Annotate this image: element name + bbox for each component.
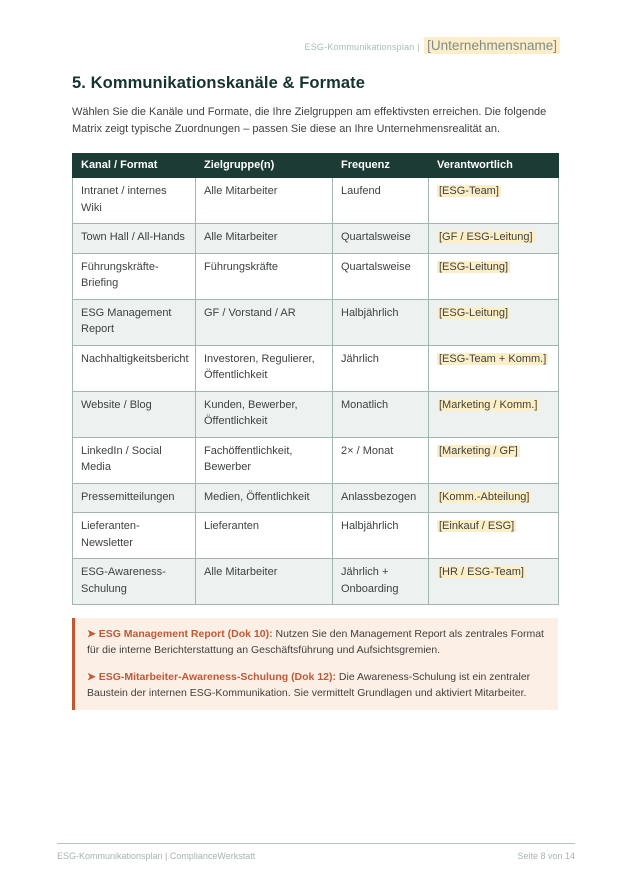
cell-frequenz: Laufend — [333, 178, 429, 224]
column-header-verantwortlich: Verantwortlich — [429, 154, 559, 178]
cell-frequenz: Quartalsweise — [333, 224, 429, 254]
callout-heading: ➤ ESG Management Report (Dok 10): — [87, 628, 273, 641]
cell-kanal: Town Hall / All-Hands — [73, 224, 196, 254]
cell-zielgruppe: Fachöffentlichkeit, Bewerber — [196, 437, 333, 483]
cell-zielgruppe: GF / Vorstand / AR — [196, 299, 333, 345]
responsible-placeholder: [GF / ESG-Leitung] — [439, 231, 533, 244]
cell-kanal: Nachhaltigkeitsbericht — [73, 345, 196, 391]
table-row — [73, 559, 559, 605]
cell-zielgruppe: Investoren, Regulierer, Öffentlichkeit — [196, 345, 333, 391]
table-row — [73, 178, 559, 224]
table-row — [73, 513, 559, 559]
cell-kanal: ESG Management Report — [73, 299, 196, 345]
callout-text: Nutzen Sie den Management Report als zentrales Format für die interne Berichterstattung an Geschäftsführung und Aufsichtsgremien. — [87, 628, 544, 657]
table-row — [73, 391, 559, 437]
cell-kanal: ESG-Awareness-Schulung — [73, 559, 196, 605]
cell-zielgruppe: Medien, Öffentlichkeit — [196, 483, 333, 513]
callout-box — [72, 618, 558, 710]
table-row — [73, 483, 559, 513]
cell-kanal: Intranet / internes Wiki — [73, 178, 196, 224]
callout-text: Die Awareness-Schulung ist ein zentraler Baustein der internen ESG-Kommunikation. Sie vermittelt Grundlagen und aktiviert Mitarbeiter. — [87, 670, 531, 699]
cell-verantwortlich — [429, 513, 559, 559]
cell-kanal: LinkedIn / Social Media — [73, 437, 196, 483]
cell-frequenz: 2× / Monat — [333, 437, 429, 483]
cell-frequenz: Quartalsweise — [333, 253, 429, 299]
cell-frequenz: Anlassbezogen — [333, 483, 429, 513]
table-row — [73, 345, 559, 391]
responsible-placeholder: [ESG-Leitung] — [439, 260, 509, 273]
table-header-row — [73, 154, 559, 178]
responsible-placeholder: [ESG-Team + Komm.] — [439, 352, 547, 365]
page-content — [72, 74, 558, 710]
footer-page-number: Seite 8 von 14 — [517, 851, 575, 861]
cell-kanal: Pressemitteilungen — [73, 483, 196, 513]
channels-matrix-table — [72, 153, 559, 605]
cell-zielgruppe: Lieferanten — [196, 513, 333, 559]
cell-verantwortlich — [429, 253, 559, 299]
cell-kanal: Führungskräfte-Briefing — [73, 253, 196, 299]
cell-frequenz: Jährlich + Onboarding — [333, 559, 429, 605]
cell-verantwortlich — [429, 224, 559, 254]
company-name-placeholder: [Unternehmensname] — [424, 37, 560, 54]
cell-verantwortlich — [429, 483, 559, 513]
table-row — [73, 253, 559, 299]
cell-verantwortlich — [429, 391, 559, 437]
cell-kanal: Lieferanten-Newsletter — [73, 513, 196, 559]
column-header-frequenz: Frequenz — [333, 154, 429, 178]
responsible-placeholder: [HR / ESG-Team] — [439, 566, 524, 579]
cell-zielgruppe: Alle Mitarbeiter — [196, 559, 333, 605]
column-header-kanal: Kanal / Format — [73, 154, 196, 178]
responsible-placeholder: [Komm.-Abteilung] — [439, 490, 530, 503]
responsible-placeholder: [Marketing / GF] — [439, 444, 518, 457]
section-title: 5. Kommunikationskanäle & Formate — [72, 74, 366, 92]
channels-table-body — [73, 178, 559, 605]
cell-zielgruppe: Alle Mitarbeiter — [196, 224, 333, 254]
responsible-placeholder: [ESG-Team] — [439, 185, 499, 198]
cell-verantwortlich — [429, 299, 559, 345]
responsible-placeholder: [ESG-Leitung] — [439, 306, 509, 319]
cell-verantwortlich — [429, 437, 559, 483]
intro-paragraph: Wählen Sie die Kanäle und Formate, die Ihre Zielgruppen am effektivsten erreichen. Die folgende Matrix zeigt typische Zuordnungen – passen Sie diese an Ihre Unternehmensrealität an. — [72, 106, 547, 136]
running-header — [305, 37, 560, 55]
cell-verantwortlich — [429, 345, 559, 391]
callout-heading: ➤ ESG-Mitarbeiter-Awareness-Schulung (Dok 12): — [87, 670, 336, 683]
cell-frequenz: Halbjährlich — [333, 299, 429, 345]
table-row — [73, 437, 559, 483]
responsible-placeholder: [Einkauf / ESG] — [439, 520, 515, 533]
running-footer — [57, 843, 575, 861]
column-header-zielgruppe: Zielgruppe(n) — [196, 154, 333, 178]
table-row — [73, 299, 559, 345]
cell-frequenz: Monatlich — [333, 391, 429, 437]
callout-paragraph — [87, 669, 548, 702]
cell-frequenz: Halbjährlich — [333, 513, 429, 559]
cell-zielgruppe: Alle Mitarbeiter — [196, 178, 333, 224]
callout-paragraph — [87, 626, 548, 659]
table-row — [73, 224, 559, 254]
footer-left-text: ESG-Kommunikationsplan | ComplianceWerkstatt — [57, 851, 256, 861]
cell-frequenz: Jährlich — [333, 345, 429, 391]
cell-kanal: Website / Blog — [73, 391, 196, 437]
cell-verantwortlich — [429, 559, 559, 605]
cell-zielgruppe: Kunden, Bewerber, Öffentlichkeit — [196, 391, 333, 437]
doc-title-label: ESG-Kommunikationsplan | — [304, 42, 420, 52]
cell-verantwortlich — [429, 178, 559, 224]
cell-zielgruppe: Führungskräfte — [196, 253, 333, 299]
responsible-placeholder: [Marketing / Komm.] — [439, 398, 538, 411]
